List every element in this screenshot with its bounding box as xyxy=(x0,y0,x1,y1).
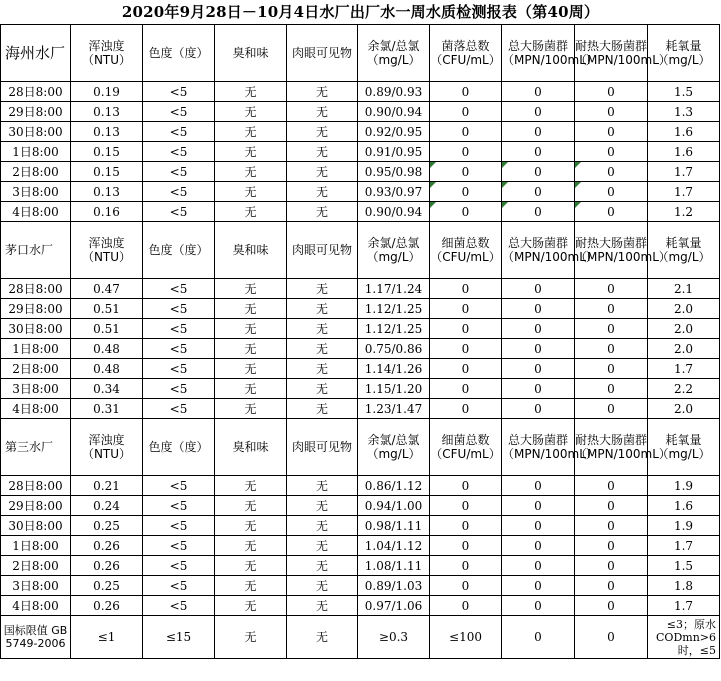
turbidity-cell: 0.26 xyxy=(71,596,143,616)
turbidity-cell: 0.26 xyxy=(71,536,143,556)
thermo-coliform-cell: 0 xyxy=(575,279,648,299)
oxygen-consumption-cell: 1.9 xyxy=(648,476,720,496)
date-cell: 29日8:00 xyxy=(1,299,71,319)
visible-matter-cell: 无 xyxy=(287,82,358,102)
date-cell: 4日8:00 xyxy=(1,202,71,222)
column-header: 耗氧量（mg/L） xyxy=(648,25,720,82)
oxygen-consumption-cell: 1.6 xyxy=(648,142,720,162)
color-cell: <5 xyxy=(143,399,215,419)
chlorine-cell: 1.23/1.47 xyxy=(358,399,430,419)
color-cell: <5 xyxy=(143,536,215,556)
turbidity-cell: 0.15 xyxy=(71,162,143,182)
colony-count-cell: 0 xyxy=(430,142,502,162)
turbidity-cell: 0.47 xyxy=(71,279,143,299)
table-row xyxy=(1,182,720,202)
oxygen-consumption-cell: 1.6 xyxy=(648,122,720,142)
column-header: 余氯/总氯（mg/L） xyxy=(358,25,430,82)
coliform-cell: 0 xyxy=(502,182,575,202)
table-row xyxy=(1,102,720,122)
thermo-coliform-cell: 0 xyxy=(575,339,648,359)
date-cell: 30日8:00 xyxy=(1,516,71,536)
coliform-cell: 0 xyxy=(502,142,575,162)
coliform-cell: 0 xyxy=(502,339,575,359)
turbidity-cell: 0.13 xyxy=(71,122,143,142)
thermo-coliform-cell: 0 xyxy=(575,476,648,496)
visible-matter-cell: 无 xyxy=(287,476,358,496)
odor-cell: 无 xyxy=(215,399,287,419)
colony-count-cell: 0 xyxy=(430,496,502,516)
date-cell: 4日8:00 xyxy=(1,596,71,616)
thermo-coliform-cell: 0 xyxy=(575,299,648,319)
oxygen-consumption-cell: 1.9 xyxy=(648,516,720,536)
color-cell: <5 xyxy=(143,319,215,339)
oxygen-consumption-cell: 1.5 xyxy=(648,82,720,102)
coliform-cell: 0 xyxy=(502,202,575,222)
odor-cell: 无 xyxy=(215,82,287,102)
turbidity-cell: 0.21 xyxy=(71,476,143,496)
visible-matter-cell: 无 xyxy=(287,279,358,299)
table-row xyxy=(1,299,720,319)
standard-odor-cell: 无 xyxy=(215,616,287,659)
column-header: 肉眼可见物 xyxy=(287,222,358,279)
colony-count-cell: 0 xyxy=(430,162,502,182)
section-header-row xyxy=(1,222,720,279)
turbidity-cell: 0.19 xyxy=(71,82,143,102)
chlorine-cell: 0.90/0.94 xyxy=(358,102,430,122)
thermo-coliform-cell: 0 xyxy=(575,576,648,596)
table-row xyxy=(1,359,720,379)
column-header: 色度（度） xyxy=(143,419,215,476)
thermo-coliform-cell: 0 xyxy=(575,102,648,122)
oxygen-consumption-cell: 1.5 xyxy=(648,556,720,576)
thermo-coliform-cell: 0 xyxy=(575,82,648,102)
column-header: 色度（度） xyxy=(143,25,215,82)
colony-count-cell: 0 xyxy=(430,596,502,616)
oxygen-consumption-cell: 2.0 xyxy=(648,399,720,419)
chlorine-cell: 1.12/1.25 xyxy=(358,299,430,319)
chlorine-cell: 0.98/1.11 xyxy=(358,516,430,536)
column-header: 细菌总数（CFU/mL） xyxy=(430,419,502,476)
date-cell: 1日8:00 xyxy=(1,536,71,556)
color-cell: <5 xyxy=(143,596,215,616)
colony-count-cell: 0 xyxy=(430,182,502,202)
chlorine-cell: 0.91/0.95 xyxy=(358,142,430,162)
table-row xyxy=(1,379,720,399)
chlorine-cell: 1.14/1.26 xyxy=(358,359,430,379)
visible-matter-cell: 无 xyxy=(287,576,358,596)
table-row xyxy=(1,279,720,299)
oxygen-consumption-cell: 1.3 xyxy=(648,102,720,122)
oxygen-consumption-cell: 1.8 xyxy=(648,576,720,596)
thermo-coliform-cell: 0 xyxy=(575,556,648,576)
visible-matter-cell: 无 xyxy=(287,496,358,516)
color-cell: <5 xyxy=(143,162,215,182)
visible-matter-cell: 无 xyxy=(287,102,358,122)
table-row xyxy=(1,556,720,576)
color-cell: <5 xyxy=(143,82,215,102)
chlorine-cell: 0.89/1.03 xyxy=(358,576,430,596)
coliform-cell: 0 xyxy=(502,576,575,596)
thermo-coliform-cell: 0 xyxy=(575,536,648,556)
turbidity-cell: 0.48 xyxy=(71,359,143,379)
turbidity-cell: 0.25 xyxy=(71,516,143,536)
oxygen-consumption-cell: 1.2 xyxy=(648,202,720,222)
table-row xyxy=(1,202,720,222)
column-header: 浑浊度（NTU） xyxy=(71,419,143,476)
date-cell: 2日8:00 xyxy=(1,162,71,182)
turbidity-cell: 0.34 xyxy=(71,379,143,399)
color-cell: <5 xyxy=(143,556,215,576)
date-cell: 30日8:00 xyxy=(1,122,71,142)
plant-name: 海州水厂 xyxy=(1,25,71,82)
turbidity-cell: 0.25 xyxy=(71,576,143,596)
turbidity-cell: 0.26 xyxy=(71,556,143,576)
coliform-cell: 0 xyxy=(502,399,575,419)
thermo-coliform-cell: 0 xyxy=(575,142,648,162)
coliform-cell: 0 xyxy=(502,536,575,556)
coliform-cell: 0 xyxy=(502,476,575,496)
visible-matter-cell: 无 xyxy=(287,299,358,319)
table-row xyxy=(1,122,720,142)
table-row xyxy=(1,162,720,182)
color-cell: <5 xyxy=(143,576,215,596)
color-cell: <5 xyxy=(143,142,215,162)
oxygen-consumption-cell: 2.0 xyxy=(648,299,720,319)
color-cell: <5 xyxy=(143,202,215,222)
visible-matter-cell: 无 xyxy=(287,556,358,576)
oxygen-consumption-cell: 2.0 xyxy=(648,319,720,339)
date-cell: 28日8:00 xyxy=(1,279,71,299)
coliform-cell: 0 xyxy=(502,359,575,379)
standard-turbidity-cell: ≤1 xyxy=(71,616,143,659)
column-header: 臭和味 xyxy=(215,25,287,82)
chlorine-cell: 1.15/1.20 xyxy=(358,379,430,399)
column-header: 臭和味 xyxy=(215,419,287,476)
odor-cell: 无 xyxy=(215,299,287,319)
column-header: 浑浊度（NTU） xyxy=(71,222,143,279)
color-cell: <5 xyxy=(143,339,215,359)
thermo-coliform-cell: 0 xyxy=(575,379,648,399)
colony-count-cell: 0 xyxy=(430,122,502,142)
color-cell: <5 xyxy=(143,476,215,496)
column-header: 余氯/总氯（mg/L） xyxy=(358,419,430,476)
odor-cell: 无 xyxy=(215,319,287,339)
odor-cell: 无 xyxy=(215,339,287,359)
thermo-coliform-cell: 0 xyxy=(575,399,648,419)
thermo-coliform-cell: 0 xyxy=(575,359,648,379)
date-cell: 3日8:00 xyxy=(1,379,71,399)
odor-cell: 无 xyxy=(215,359,287,379)
chlorine-cell: 1.17/1.24 xyxy=(358,279,430,299)
coliform-cell: 0 xyxy=(502,102,575,122)
date-cell: 4日8:00 xyxy=(1,399,71,419)
column-header: 浑浊度（NTU） xyxy=(71,25,143,82)
odor-cell: 无 xyxy=(215,576,287,596)
table-row xyxy=(1,142,720,162)
colony-count-cell: 0 xyxy=(430,82,502,102)
odor-cell: 无 xyxy=(215,279,287,299)
date-cell: 28日8:00 xyxy=(1,82,71,102)
coliform-cell: 0 xyxy=(502,516,575,536)
coliform-cell: 0 xyxy=(502,162,575,182)
table-row xyxy=(1,399,720,419)
odor-cell: 无 xyxy=(215,496,287,516)
visible-matter-cell: 无 xyxy=(287,359,358,379)
odor-cell: 无 xyxy=(215,556,287,576)
oxygen-consumption-cell: 1.7 xyxy=(648,596,720,616)
chlorine-cell: 0.93/0.97 xyxy=(358,182,430,202)
date-cell: 2日8:00 xyxy=(1,359,71,379)
table-row xyxy=(1,516,720,536)
coliform-cell: 0 xyxy=(502,596,575,616)
section-header-row xyxy=(1,419,720,476)
table-row xyxy=(1,82,720,102)
column-header: 肉眼可见物 xyxy=(287,419,358,476)
date-cell: 30日8:00 xyxy=(1,319,71,339)
chlorine-cell: 0.86/1.12 xyxy=(358,476,430,496)
odor-cell: 无 xyxy=(215,122,287,142)
colony-count-cell: 0 xyxy=(430,379,502,399)
water-quality-table xyxy=(0,24,720,659)
thermo-coliform-cell: 0 xyxy=(575,319,648,339)
visible-matter-cell: 无 xyxy=(287,596,358,616)
standard-visible-matter-cell: 无 xyxy=(287,616,358,659)
colony-count-cell: 0 xyxy=(430,359,502,379)
thermo-coliform-cell: 0 xyxy=(575,182,648,202)
standard-coliform-cell: 0 xyxy=(502,616,575,659)
color-cell: <5 xyxy=(143,379,215,399)
colony-count-cell: 0 xyxy=(430,516,502,536)
oxygen-consumption-cell: 2.2 xyxy=(648,379,720,399)
color-cell: <5 xyxy=(143,359,215,379)
date-cell: 29日8:00 xyxy=(1,496,71,516)
visible-matter-cell: 无 xyxy=(287,536,358,556)
table-row xyxy=(1,319,720,339)
odor-cell: 无 xyxy=(215,476,287,496)
chlorine-cell: 0.92/0.95 xyxy=(358,122,430,142)
odor-cell: 无 xyxy=(215,202,287,222)
section-header-row xyxy=(1,25,720,82)
visible-matter-cell: 无 xyxy=(287,202,358,222)
oxygen-consumption-cell: 2.0 xyxy=(648,339,720,359)
plant-name: 第三水厂 xyxy=(1,419,71,476)
turbidity-cell: 0.24 xyxy=(71,496,143,516)
date-cell: 1日8:00 xyxy=(1,339,71,359)
column-header: 耗氧量（mg/L） xyxy=(648,419,720,476)
standard-color-cell: ≤15 xyxy=(143,616,215,659)
column-header: 臭和味 xyxy=(215,222,287,279)
date-cell: 29日8:00 xyxy=(1,102,71,122)
column-header: 菌落总数（CFU/mL） xyxy=(430,25,502,82)
visible-matter-cell: 无 xyxy=(287,162,358,182)
colony-count-cell: 0 xyxy=(430,556,502,576)
oxygen-consumption-cell: 1.6 xyxy=(648,496,720,516)
thermo-coliform-cell: 0 xyxy=(575,496,648,516)
colony-count-cell: 0 xyxy=(430,202,502,222)
chlorine-cell: 0.90/0.94 xyxy=(358,202,430,222)
standard-label: 国标限值 GB 5749-2006 xyxy=(1,616,71,659)
coliform-cell: 0 xyxy=(502,379,575,399)
chlorine-cell: 0.94/1.00 xyxy=(358,496,430,516)
odor-cell: 无 xyxy=(215,142,287,162)
color-cell: <5 xyxy=(143,122,215,142)
colony-count-cell: 0 xyxy=(430,399,502,419)
standard-thermo-coliform-cell: 0 xyxy=(575,616,648,659)
column-header: 耗氧量（mg/L） xyxy=(648,222,720,279)
chlorine-cell: 0.75/0.86 xyxy=(358,339,430,359)
table-row xyxy=(1,496,720,516)
coliform-cell: 0 xyxy=(502,496,575,516)
oxygen-consumption-cell: 1.7 xyxy=(648,182,720,202)
table-row xyxy=(1,536,720,556)
colony-count-cell: 0 xyxy=(430,476,502,496)
colony-count-cell: 0 xyxy=(430,279,502,299)
color-cell: <5 xyxy=(143,279,215,299)
table-row xyxy=(1,476,720,496)
odor-cell: 无 xyxy=(215,516,287,536)
table-row xyxy=(1,596,720,616)
visible-matter-cell: 无 xyxy=(287,516,358,536)
plant-name: 茅口水厂 xyxy=(1,222,71,279)
odor-cell: 无 xyxy=(215,182,287,202)
column-header: 耐热大肠菌群（MPN/100mL） xyxy=(575,222,648,279)
turbidity-cell: 0.51 xyxy=(71,299,143,319)
chlorine-cell: 1.12/1.25 xyxy=(358,319,430,339)
date-cell: 3日8:00 xyxy=(1,576,71,596)
column-header: 总大肠菌群（MPN/100mL） xyxy=(502,25,575,82)
color-cell: <5 xyxy=(143,182,215,202)
chlorine-cell: 1.04/1.12 xyxy=(358,536,430,556)
visible-matter-cell: 无 xyxy=(287,182,358,202)
visible-matter-cell: 无 xyxy=(287,399,358,419)
date-cell: 2日8:00 xyxy=(1,556,71,576)
colony-count-cell: 0 xyxy=(430,536,502,556)
thermo-coliform-cell: 0 xyxy=(575,202,648,222)
visible-matter-cell: 无 xyxy=(287,122,358,142)
odor-cell: 无 xyxy=(215,379,287,399)
turbidity-cell: 0.48 xyxy=(71,339,143,359)
coliform-cell: 0 xyxy=(502,319,575,339)
odor-cell: 无 xyxy=(215,162,287,182)
turbidity-cell: 0.31 xyxy=(71,399,143,419)
thermo-coliform-cell: 0 xyxy=(575,122,648,142)
visible-matter-cell: 无 xyxy=(287,142,358,162)
thermo-coliform-cell: 0 xyxy=(575,516,648,536)
column-header: 总大肠菌群（MPN/100mL） xyxy=(502,222,575,279)
colony-count-cell: 0 xyxy=(430,319,502,339)
report-title: 2020年9月28日－10月4日水厂出厂水一周水质检测报表（第40周） xyxy=(121,3,600,21)
thermo-coliform-cell: 0 xyxy=(575,162,648,182)
visible-matter-cell: 无 xyxy=(287,319,358,339)
visible-matter-cell: 无 xyxy=(287,339,358,359)
colony-count-cell: 0 xyxy=(430,576,502,596)
chlorine-cell: 0.95/0.98 xyxy=(358,162,430,182)
column-header: 余氯/总氯（mg/L） xyxy=(358,222,430,279)
column-header: 细菌总数（CFU/mL） xyxy=(430,222,502,279)
table-row xyxy=(1,576,720,596)
odor-cell: 无 xyxy=(215,596,287,616)
coliform-cell: 0 xyxy=(502,122,575,142)
chlorine-cell: 0.97/1.06 xyxy=(358,596,430,616)
column-header: 耐热大肠菌群（MPN/100mL） xyxy=(575,25,648,82)
date-cell: 3日8:00 xyxy=(1,182,71,202)
colony-count-cell: 0 xyxy=(430,299,502,319)
standard-chlorine-cell: ≥0.3 xyxy=(358,616,430,659)
oxygen-consumption-cell: 1.7 xyxy=(648,162,720,182)
column-header: 色度（度） xyxy=(143,222,215,279)
standard-limit-row xyxy=(1,616,720,659)
chlorine-cell: 1.08/1.11 xyxy=(358,556,430,576)
coliform-cell: 0 xyxy=(502,279,575,299)
visible-matter-cell: 无 xyxy=(287,379,358,399)
colony-count-cell: 0 xyxy=(430,339,502,359)
turbidity-cell: 0.13 xyxy=(71,102,143,122)
color-cell: <5 xyxy=(143,299,215,319)
turbidity-cell: 0.51 xyxy=(71,319,143,339)
oxygen-consumption-cell: 1.7 xyxy=(648,536,720,556)
colony-count-cell: 0 xyxy=(430,102,502,122)
table-row xyxy=(1,339,720,359)
odor-cell: 无 xyxy=(215,536,287,556)
color-cell: <5 xyxy=(143,516,215,536)
coliform-cell: 0 xyxy=(502,299,575,319)
turbidity-cell: 0.15 xyxy=(71,142,143,162)
oxygen-consumption-cell: 1.7 xyxy=(648,359,720,379)
column-header: 总大肠菌群（MPN/100mL） xyxy=(502,419,575,476)
date-cell: 1日8:00 xyxy=(1,142,71,162)
column-header: 肉眼可见物 xyxy=(287,25,358,82)
odor-cell: 无 xyxy=(215,102,287,122)
color-cell: <5 xyxy=(143,496,215,516)
oxygen-consumption-cell: 2.1 xyxy=(648,279,720,299)
turbidity-cell: 0.13 xyxy=(71,182,143,202)
color-cell: <5 xyxy=(143,102,215,122)
date-cell: 28日8:00 xyxy=(1,476,71,496)
standard-colony-count-cell: ≤100 xyxy=(430,616,502,659)
thermo-coliform-cell: 0 xyxy=(575,596,648,616)
chlorine-cell: 0.89/0.93 xyxy=(358,82,430,102)
standard-oxygen-consumption-cell: ≤3；原水CODmn>6时，≤5 xyxy=(648,616,720,659)
turbidity-cell: 0.16 xyxy=(71,202,143,222)
coliform-cell: 0 xyxy=(502,556,575,576)
coliform-cell: 0 xyxy=(502,82,575,102)
column-header: 耐热大肠菌群（MPN/100mL） xyxy=(575,419,648,476)
